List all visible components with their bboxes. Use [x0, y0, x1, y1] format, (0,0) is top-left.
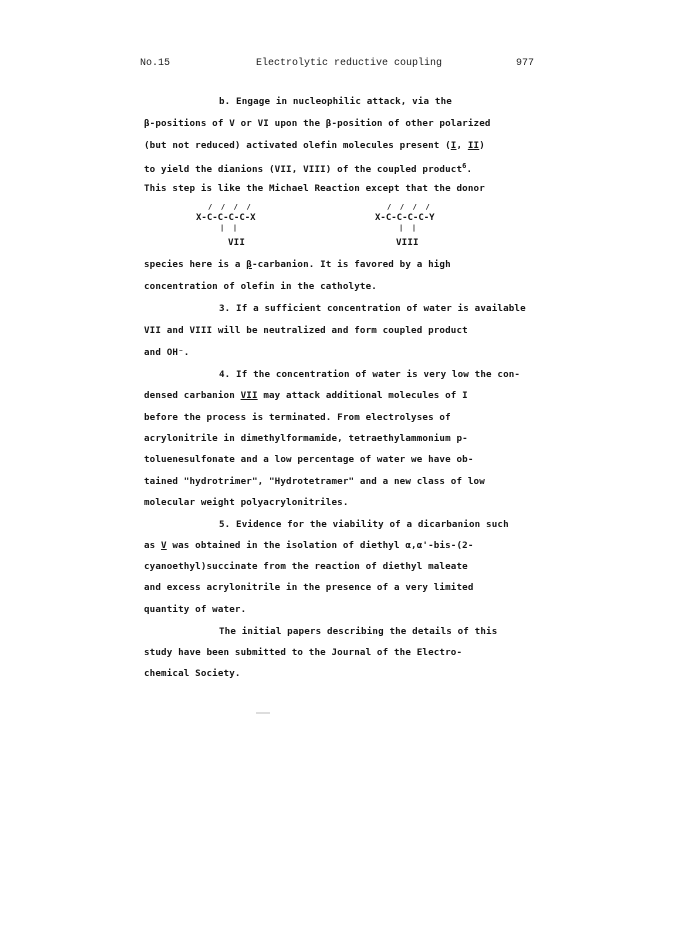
text-line: VII and VIII will be neutralized and form coupled product — [144, 325, 468, 336]
text-line: and OH⁻. — [144, 347, 190, 358]
page-number: 977 — [516, 58, 535, 69]
text-line: chemical Society. — [144, 668, 241, 679]
text-line: and excess acrylonitrile in the presence of a very limited — [144, 582, 474, 593]
running-title: Electrolytic reductive coupling — [256, 58, 443, 69]
structure-label: VIII — [396, 237, 419, 248]
journal-issue: No.15 — [140, 58, 171, 69]
structure-vii: X-C-C-C-C-X — [196, 213, 256, 223]
text-line: 5. Evidence for the viability of a dicarbanion such — [219, 519, 509, 530]
text-line: concentration of olefin in the catholyte. — [144, 281, 377, 292]
compound-ref: VII — [240, 390, 258, 401]
text-line: b. Engage in nucleophilic attack, via the — [219, 96, 452, 107]
structure-bonds-top: / / / / — [387, 203, 432, 211]
footnote-ref: 6 — [462, 162, 467, 170]
text-line: densed carbanion VII may attack additional molecules of I — [144, 390, 468, 401]
text-line: species here is a β-carbanion. It is favored by a high — [144, 259, 451, 270]
structure-bonds-top: / / / / — [208, 203, 253, 211]
compound-ref: II — [467, 140, 480, 151]
compound-ref: I — [450, 140, 457, 151]
text-line: (but not reduced) activated olefin molecules present (I, II) — [144, 140, 485, 151]
structure-label: VII — [228, 237, 246, 248]
text-line: quantity of water. — [144, 604, 247, 615]
text-line: molecular weight polyacrylonitriles. — [144, 497, 349, 508]
text-line: as V was obtained in the isolation of diethyl α,α'-bis-(2- — [144, 540, 474, 551]
text-line: This step is like the Michael Reaction except that the donor — [144, 183, 485, 194]
compound-ref: V — [161, 540, 167, 551]
structure-viii: X-C-C-C-C-Y — [375, 213, 435, 223]
text-line: toluenesulfonate and a low percentage of water we have ob- — [144, 454, 474, 465]
scan-mark — [256, 712, 270, 714]
text-line: 4. If the concentration of water is very low the con- — [219, 369, 521, 380]
text-line: to yield the dianions (VII, VIII) of the coupled product$^6$. — [144, 162, 473, 176]
text-line: tained "hydrotrimer", "Hydrotetramer" and a new class of low — [144, 476, 485, 487]
text-line: 3. If a sufficient concentration of water is available — [219, 303, 526, 314]
text-line: acrylonitrile in dimethylformamide, tetraethylammonium p- — [144, 433, 468, 444]
text-line: The initial papers describing the details of this — [219, 626, 498, 637]
text-line: β-positions of V or VI upon the β-position of other polarized — [144, 118, 491, 129]
structure-bonds-bottom: | | — [220, 224, 240, 232]
text-line: before the process is terminated. From electrolyses of — [144, 412, 451, 423]
text-line: study have been submitted to the Journal of the Electro- — [144, 647, 463, 658]
structure-bonds-bottom: | | — [399, 224, 419, 232]
text-line: cyanoethyl)succinate from the reaction of diethyl maleate — [144, 561, 468, 572]
